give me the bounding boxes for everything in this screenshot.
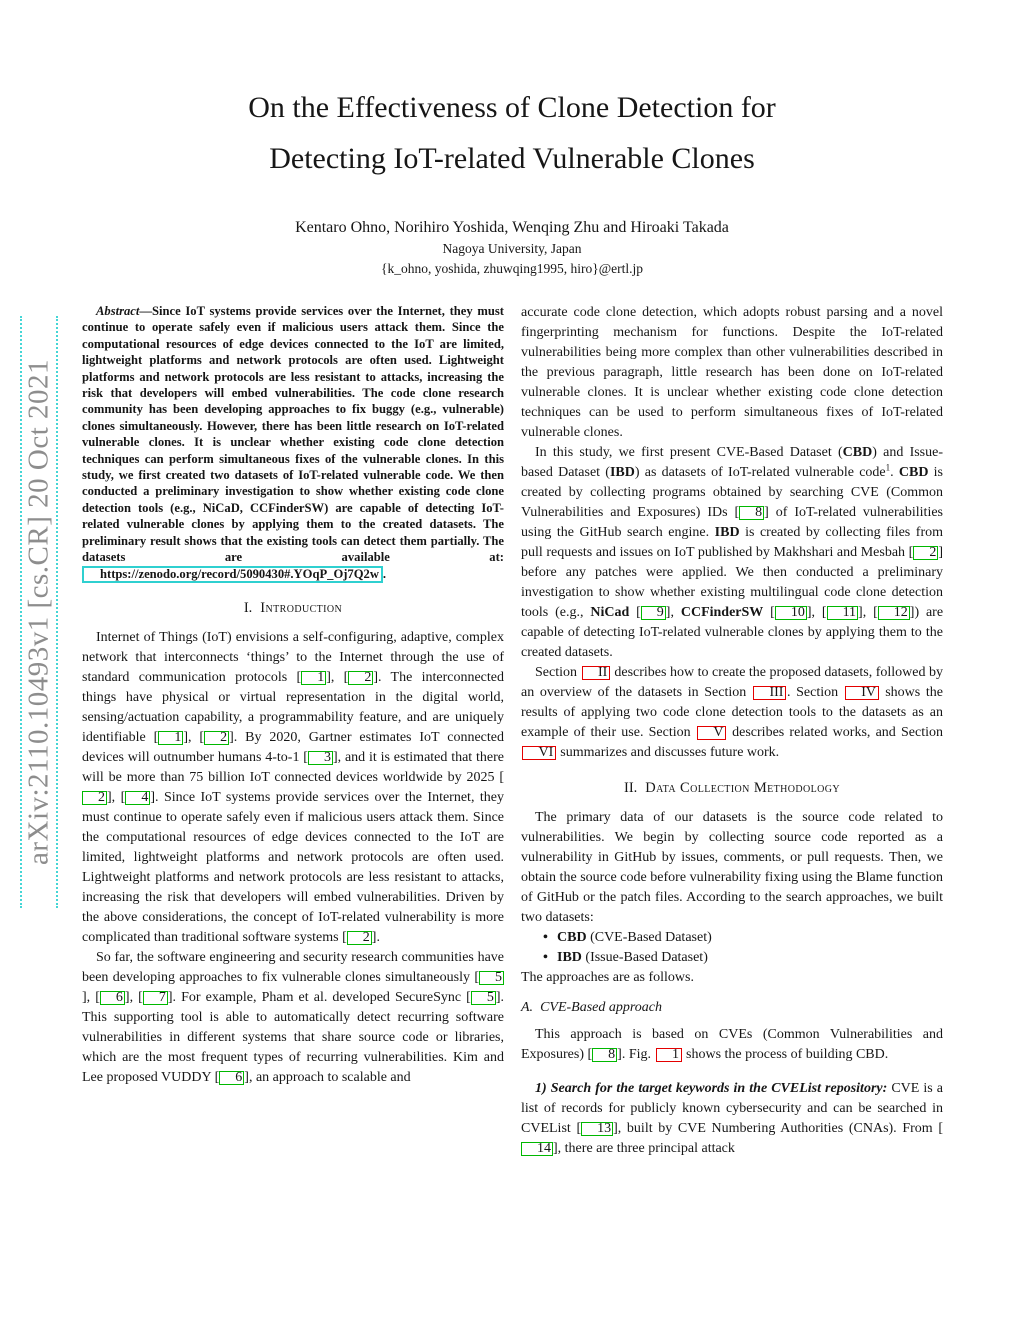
body-paragraph-3: Section II describes how to create the proposed datasets, followed by an overview of the datasets in Section III . Section IV shows the results of applying two code clone detection tools to the datasets as an example of their use. Section V describes related works, and Section VI summarizes and discusses future work.	[521, 665, 943, 760]
bold-text: NiCad	[590, 605, 630, 620]
subsection-title: CVE-Based approach	[540, 1000, 663, 1015]
section-ref-link[interactable]: II	[582, 666, 610, 680]
bold-text: CBD	[842, 445, 873, 460]
body-paragraph-6: This approach is based on CVEs (Common Vulnerabilities and Exposures) [ 8 ]. Fig. 1 shows the process of building CBD.	[521, 1027, 943, 1062]
citation-link[interactable]: 5	[471, 991, 496, 1005]
authors-line: Kentaro Ohno, Norihiro Yoshida, Wenqing Zhu and Hiroaki Takada	[295, 219, 729, 236]
list-item-text: IBD (Issue-Based Dataset)	[557, 950, 708, 965]
section-number: II.	[623, 780, 638, 796]
dotted-crop-line-right	[56, 316, 58, 908]
dataset-url-link[interactable]: https://zenodo.org/record/5090430#.YOqP_Oj7Q2w	[82, 566, 383, 584]
citation-link[interactable]: 6	[100, 991, 125, 1005]
citation-link[interactable]: 5	[479, 971, 504, 985]
subsection-heading-cve-based-approach	[521, 998, 943, 1018]
body-paragraph-7: 1) Search for the target keywords in the CVEList repository: CVE is a list of records for publicly known cybersecurity and can be searched in CVEList [ 13 ], built by CVE Numbering Authorities (CNAs). From [14 ], there are three principal attack	[521, 1081, 943, 1156]
bullet-icon: •	[543, 950, 548, 965]
citation-link[interactable]: 8	[739, 506, 764, 520]
body-paragraph-4: The primary data of our datasets is the source code related to vulnerabilities. We begin by collecting source code reported as a vulnerability in GitHub by issues, comments, or pull requests. Then, we obtain the source code before vulnerability fixing using the Blame function of GitHub or the patch files. According to the search approaches, we built two datasets:	[521, 810, 943, 925]
bold-text: CCFinderSW	[680, 605, 764, 620]
bold-text: IBD	[609, 465, 635, 480]
list-item-cbd	[521, 928, 943, 948]
bold-text: IBD	[714, 525, 740, 540]
citation-link[interactable]: 3	[308, 751, 333, 765]
citation-link[interactable]: 2	[348, 671, 373, 685]
arxiv-banner	[20, 316, 58, 908]
paper-title-line1: On the Effectiveness of Clone Detection for	[248, 91, 776, 124]
intro-paragraph-2: So far, the software engineering and security research communities have been developing approaches to fix vulnerable clones simultaneously [ 5], [ 6 ], [ 7 ]. For example, Pham et al. developed SecureSync [ 5 ]. This supporting tool is able to automatically detect recurring software vulnerabilities in different systems that share source code or libraries, which are the most frequent types of recurring vulnerabilities. Kim and Lee proposed VUDDY [ 6 ], an approach to scalable and	[82, 950, 505, 1085]
abstract-paragraph: Abstract—Since IoT systems provide services over the Internet, they must continue to operate safely even if malicious users attack them. Since the computational resources of edge devices connected to the IoT are limited, lightweight platforms and network protocols are often used. Lightweight platforms and network protocols are less resistant to attacks, increasing the risk that developers will embed vulnerabilities. The code clone research community has been developing approaches to fix buggy (e.g., vulnerable) clones simultaneously. However, there has been little research on IoT-related vulnerable clones. It is unclear whether existing code clone detection techniques can perform simultaneous fixes of the vulnerable clones. In this study, we first created two datasets of IoT-related vulnerable code. We then conducted a preliminary investigation to show whether existing code clone detection tools (e.g., NiCaD, CCFinderSW) are capable of detecting IoT-related vulnerable clones by applying them to the created datasets. The preliminary result shows that the existing tools can detect them partially. The datasets are available at: https://zenodo.org/record/5090430#.YOqP_Oj7Q2w .	[82, 303, 504, 583]
left-column	[82, 303, 504, 1159]
list-item-ibd	[521, 948, 943, 968]
affiliation-line: Nagoya University, Japan	[442, 241, 582, 256]
right-column	[521, 303, 943, 1159]
citation-link[interactable]: 2	[913, 546, 938, 560]
citation-link[interactable]: 2	[82, 791, 107, 805]
citation-link[interactable]: 2	[347, 931, 372, 945]
section-ref-link[interactable]: 1	[656, 1048, 682, 1062]
citation-link[interactable]: 1	[158, 731, 183, 745]
subsection-label: A.	[521, 1000, 534, 1015]
section-ref-link[interactable]: IV	[845, 686, 879, 700]
section-ref-link[interactable]: V	[697, 726, 726, 740]
citation-link[interactable]: 1	[301, 671, 326, 685]
email-line: {k_ohno, yoshida, zhuwqing1995, hiro}@ertl.jp	[381, 261, 643, 276]
citation-link[interactable]: 6	[219, 1071, 244, 1085]
section-title: Introduction	[260, 600, 343, 616]
bold-italic-text: 1) Search for the target keywords in the CVEList repository:	[535, 1081, 888, 1096]
section-number: I.	[243, 600, 253, 616]
section-heading-data-collection	[521, 778, 943, 798]
bold-text: CBD	[898, 465, 929, 480]
citation-link[interactable]: 11	[827, 606, 858, 620]
footnote-marker: 1	[885, 462, 891, 473]
body-paragraph-1: accurate code clone detection, which adopts robust parsing and a novel fingerprinting mechanism for functions. Despite the IoT-related vulnerabilities being more complex than other vulnerabilities described in the previous paragraph, little research has been done on IoT-related vulnerable clones. It is unclear whether existing code clone detection techniques can be used to perform simultaneous fixes of IoT-related vulnerable clones.	[521, 305, 943, 440]
italic-text: Abstract	[96, 304, 140, 318]
bullet-icon: •	[543, 930, 548, 945]
citation-link[interactable]: 8	[592, 1048, 617, 1062]
header-block	[0, 82, 1024, 279]
section-ref-link[interactable]: VI	[522, 746, 556, 760]
intro-paragraph-1: Internet of Things (IoT) envisions a self-configuring, adaptive, complex network that interconnects ‘things’ to the Internet through the use of standard communication protocols [ 1 ], [ 2 ]. The interconnected things have physical or virtual representation in the digital world, sensing/actuation capability, a programmability feature, and are uniquely identifiable [ 1 ], [ 2 ]. By 2020, Gartner estimates IoT connected devices will outnumber humans 4-to-1 [ 3 ], and it is estimated that there will be more than 75 billion IoT connected devices worldwide by 2025 [2 ], [ 4 ]. Since IoT systems provide services over the Internet, they must continue to operate safely even if malicious users attack them. Since the computational resources of edge devices connected to the IoT are limited, lightweight platforms and network protocols are often used. Lightweight platforms and network protocols are less resistant to attacks, increasing the risk that developers will embed vulnerabilities. Driven by the above considerations, the concept of IoT-related vulnerability is more complicated than traditional software systems [ 2 ].	[82, 630, 505, 945]
citation-link[interactable]: 9	[641, 606, 666, 620]
body-paragraph-2: In this study, we first present CVE-Based Dataset (CBD) and Issue-based Dataset (IBD) as datasets of IoT-related vulnerable code$^1$. CBD is created by collecting programs obtained by searching CVE (Common Vulnerabilities and Exposures) IDs [ 8 ] of IoT-related vulnerabilities using the GitHub search engine. IBD is created by collecting files from pull requests and issues on IoT published by Makhshari and Mesbah [ 2 ] before any patches were applied. We then conducted a preliminary investigation to show whether existing multilingual code clone detection tools (e.g., NiCad [ 9 ], CCFinderSW [ 10 ], [ 11 ], [ 12 ]) are capable of detecting IoT-related vulnerable clones by applying them to the created datasets.	[521, 445, 944, 660]
citation-link[interactable]: 2	[204, 731, 229, 745]
section-title: Data Collection Methodology	[645, 780, 840, 796]
two-column-body	[82, 303, 943, 1159]
list-item-text: CBD (CVE-Based Dataset)	[557, 930, 712, 945]
section-ref-link[interactable]: III	[753, 686, 786, 700]
paper-title-line2: Detecting IoT-related Vulnerable Clones	[269, 142, 755, 175]
citation-link[interactable]: 7	[143, 991, 168, 1005]
citation-link[interactable]: 4	[125, 791, 150, 805]
arxiv-identifier-text: arXiv:2110.10493v1 [cs.CR] 20 Oct 2021	[22, 358, 55, 866]
citation-link[interactable]: 14	[521, 1142, 553, 1156]
citation-link[interactable]: 13	[581, 1122, 613, 1136]
citation-link[interactable]: 12	[878, 606, 910, 620]
bold-text: IBD	[557, 950, 582, 965]
citation-link[interactable]: 10	[775, 606, 807, 620]
body-paragraph-5: The approaches are as follows.	[521, 970, 694, 985]
bold-text: CBD	[557, 930, 587, 945]
section-heading-introduction	[82, 598, 504, 618]
